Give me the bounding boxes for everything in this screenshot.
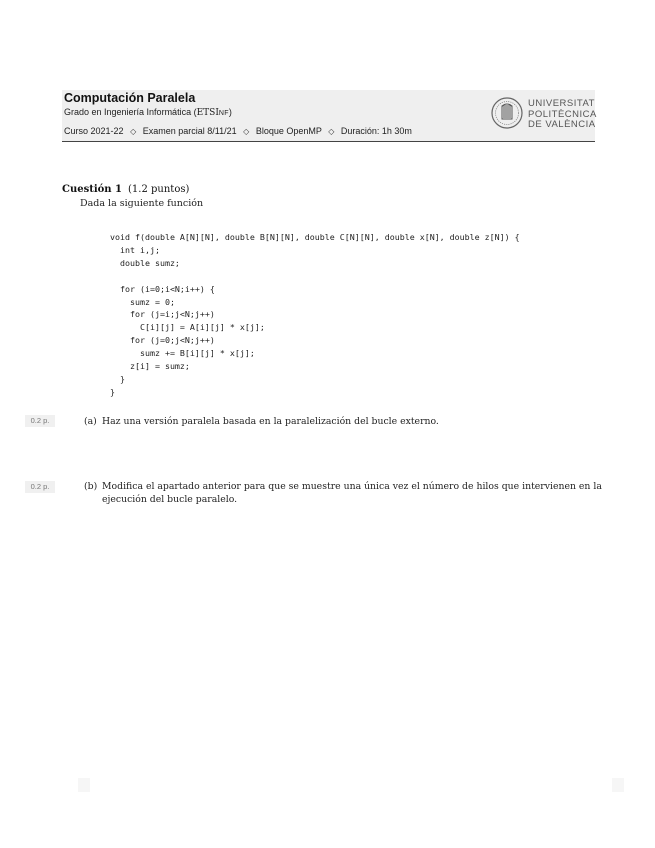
points-tag: 0.2 p. xyxy=(25,415,55,427)
question-label: Cuestión 1 xyxy=(62,184,123,195)
header-divider xyxy=(62,141,595,142)
exam-block: Bloque OpenMP xyxy=(255,126,322,136)
logo-line: DE VALÈNCIA xyxy=(528,119,596,130)
university-seal-icon xyxy=(491,97,523,129)
exam-duration: Duración: 1h 30m xyxy=(340,126,412,136)
page-corner-mark xyxy=(612,778,624,792)
question-points: (1.2 puntos) xyxy=(128,184,190,195)
part-text: Haz una versión paralela basada en la paralelización del bucle externo. xyxy=(102,416,439,427)
separator-icon: ◇ xyxy=(243,127,250,136)
degree-suffix: ) xyxy=(228,107,232,117)
question-part-a xyxy=(84,415,439,428)
degree-np: NF xyxy=(218,110,229,117)
logo-line: POLITÈCNICA xyxy=(528,108,597,120)
code-listing: void f(double A[N][N], double B[N][N], double C[N][N], double x[N], double z[N]) { int i,j; double sumz; for (i=0;i<N;i++) { sumz = 0; for (j=i;j<N;j++) C[i][j] = A[i][j] * x[j]; for (j=0;j<N;j++) sumz += B[i][j] * x[j]; z[i] = sumz; } } xyxy=(110,232,520,397)
logo-line: UNIVERSITAT xyxy=(528,98,595,109)
course-title: Computación Paralela xyxy=(64,91,196,105)
exam-type: Examen parcial 8/11/21 xyxy=(142,126,237,136)
part-text-continuation: ejecución del bucle paralelo. xyxy=(102,494,238,505)
part-label: (b) xyxy=(84,481,98,492)
degree-name xyxy=(64,107,232,118)
question-heading xyxy=(62,184,189,195)
page-corner-mark xyxy=(78,778,90,792)
part-text: Modifica el apartado anterior para que se muestre una única vez el número de hilos que intervienen en la xyxy=(102,481,602,492)
question-part-b xyxy=(84,480,602,506)
course-year: Curso 2021-22 xyxy=(64,126,124,136)
question-intro: Dada la siguiente función xyxy=(80,198,204,209)
degree-prefix: Grado en Ingeniería Informática ( xyxy=(64,107,197,117)
part-label: (a) xyxy=(84,416,97,427)
university-name xyxy=(528,99,597,131)
exam-info-line xyxy=(64,126,412,136)
separator-icon: ◇ xyxy=(328,127,335,136)
separator-icon: ◇ xyxy=(130,127,137,136)
degree-etsi: ETSI xyxy=(196,108,219,118)
points-tag: 0.2 p. xyxy=(25,481,55,493)
